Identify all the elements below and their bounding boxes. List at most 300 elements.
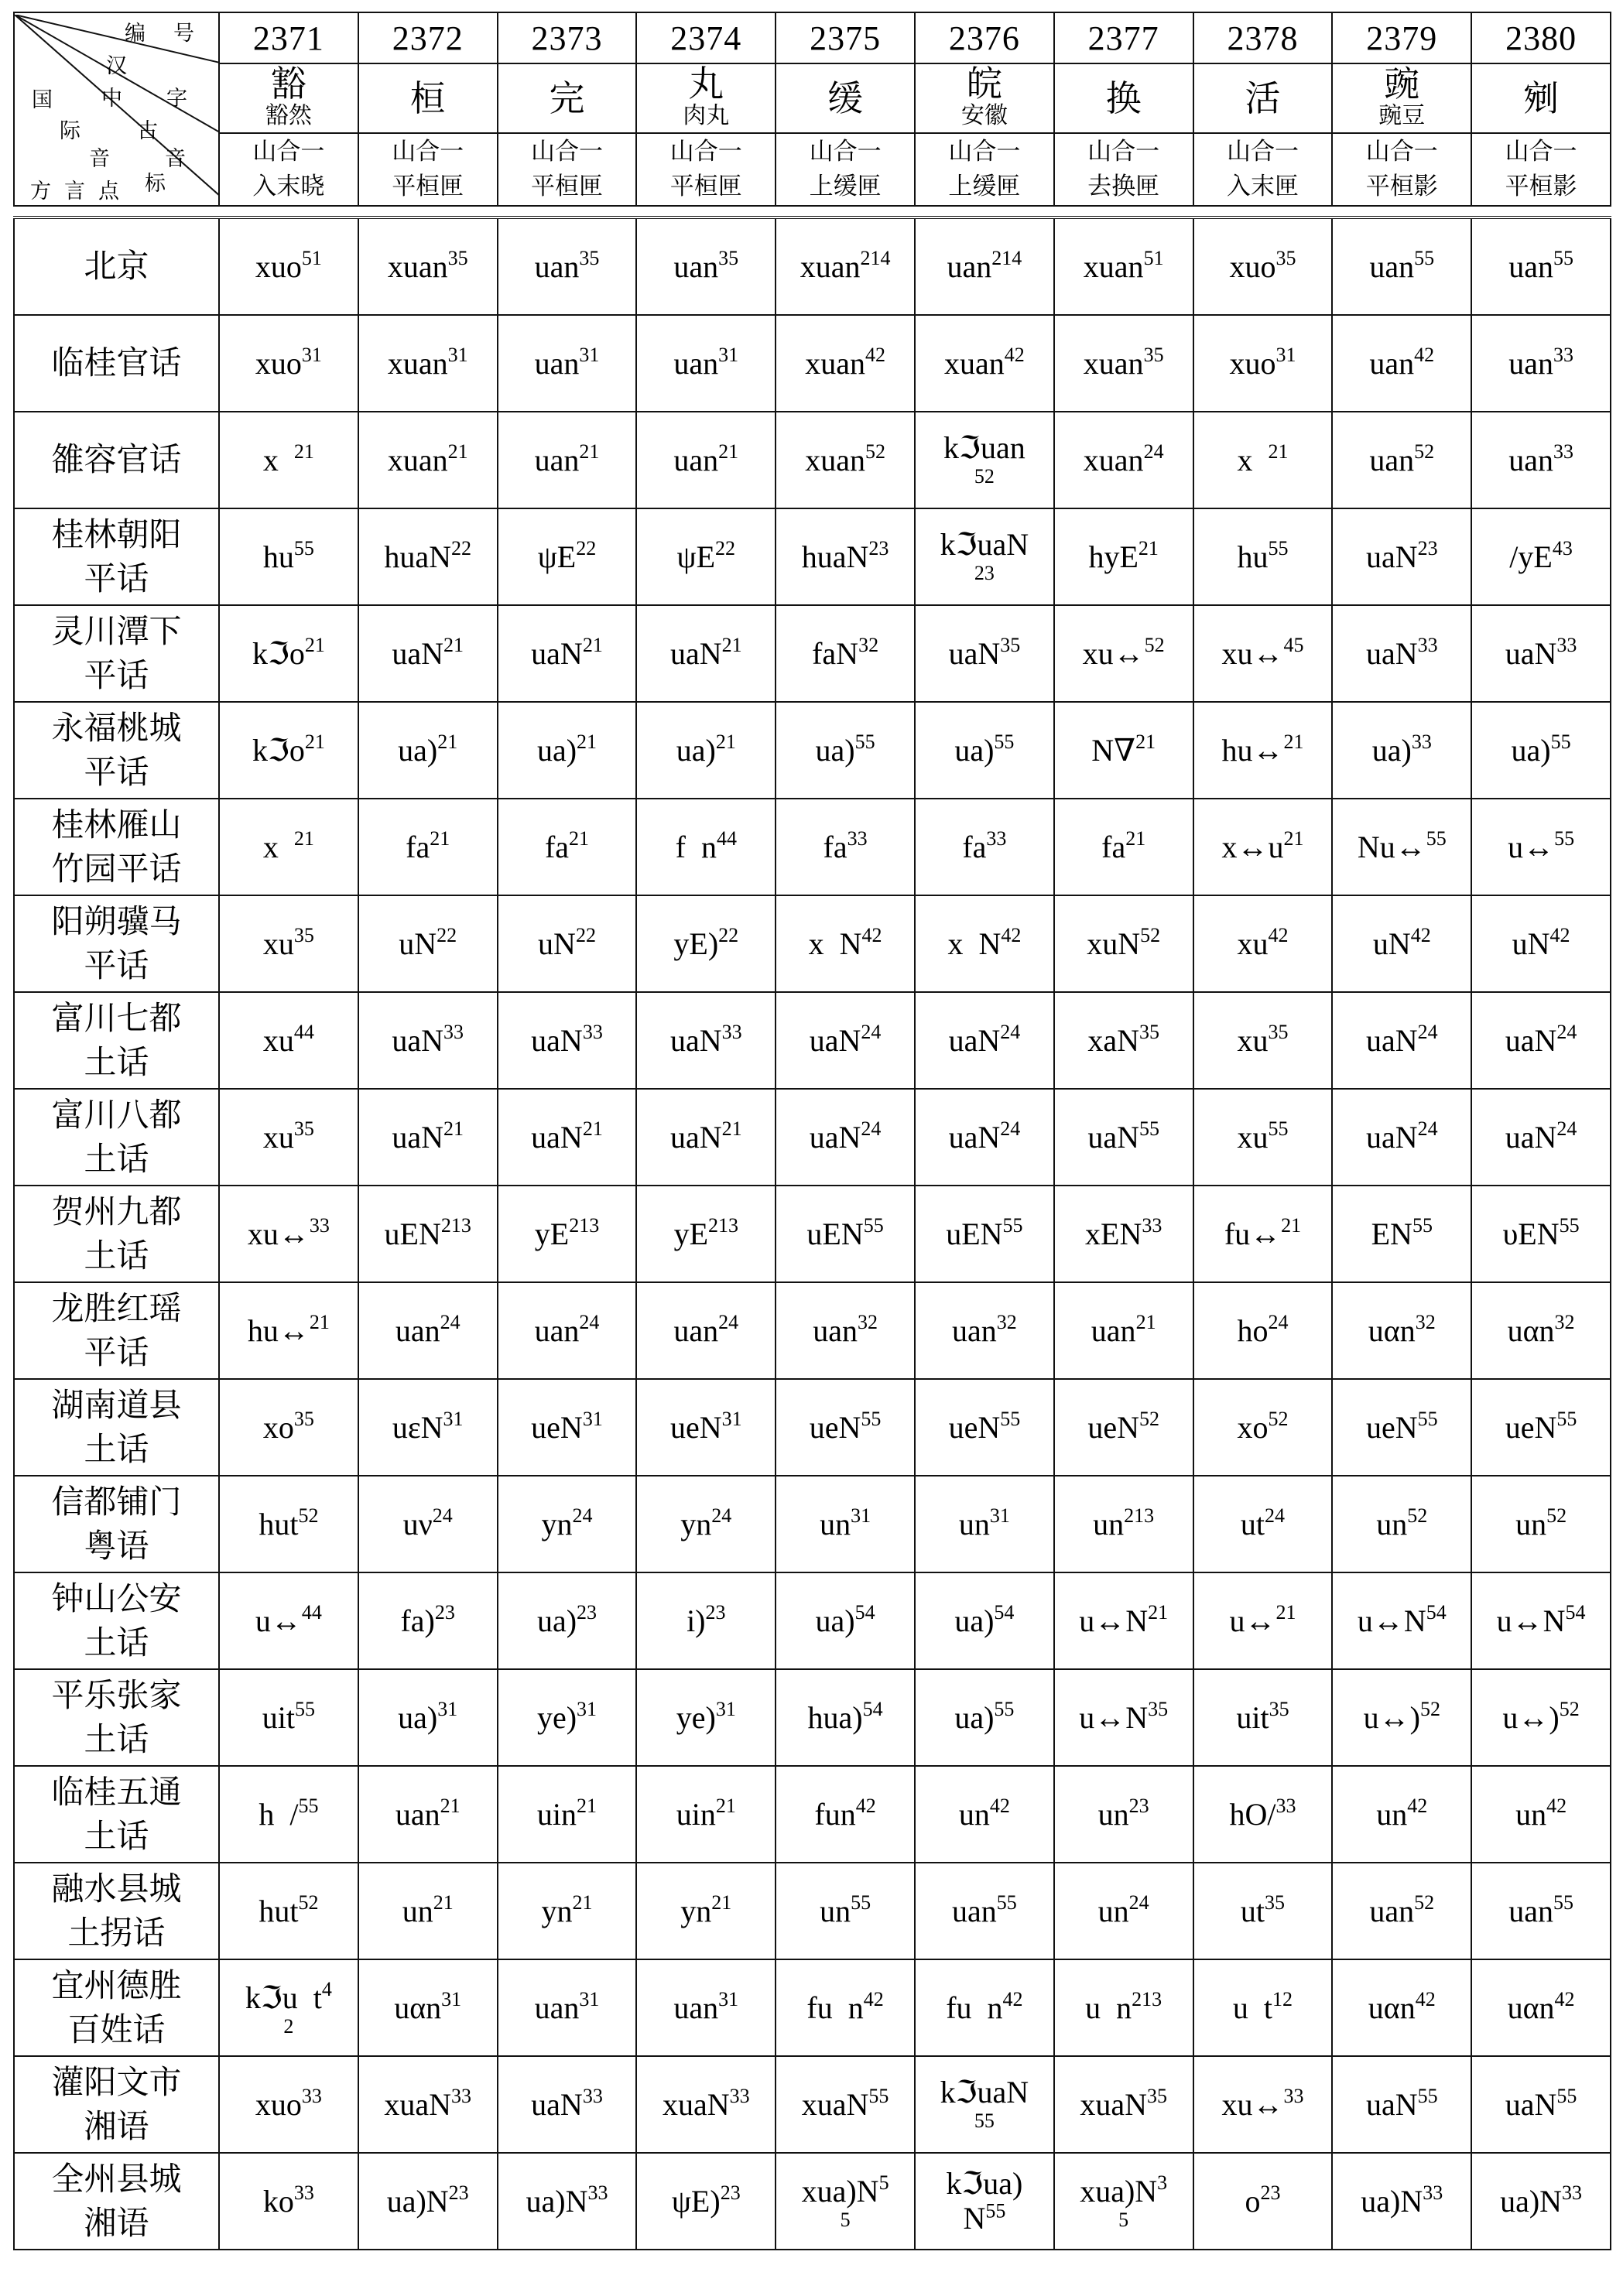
- pronunciation-tone: 35: [1269, 1697, 1289, 1720]
- pronunciation-tone: 21: [715, 1794, 736, 1817]
- corner-label-yin1: 音: [89, 147, 110, 171]
- dialect-row: [14, 799, 1611, 895]
- pronunciation: [680, 1504, 732, 1542]
- pronunciation: [534, 343, 600, 381]
- pronunciation-segment: yE: [673, 1216, 708, 1251]
- pronunciation-segment: uaN: [809, 1022, 861, 1058]
- pronunciation-tone: 45: [1283, 633, 1304, 656]
- corner-label-yin2: 音: [165, 147, 186, 171]
- pronunciation-segment: xuan: [805, 345, 865, 381]
- pronunciation: [392, 1407, 464, 1445]
- pronunciation-segment: N∇: [1091, 732, 1136, 768]
- pronunciation-segment: ua): [398, 1699, 438, 1735]
- pronunciation-segment: uan: [947, 248, 992, 284]
- pronunciation-cell: [358, 1476, 498, 1572]
- pronunciation-tone: 21: [437, 730, 458, 753]
- pronunciation: [534, 1310, 600, 1348]
- pronunciation-segment: yn: [541, 1893, 573, 1928]
- column-example-word: 肉丸: [683, 101, 730, 129]
- column-middle-chinese-cell: [776, 133, 915, 206]
- dialect-place-cell: [14, 1863, 219, 1959]
- pronunciation-tone: 35: [1143, 343, 1164, 366]
- pronunciation-cell: [1193, 508, 1333, 605]
- pronunciation: [676, 1697, 736, 1735]
- pronunciation-cell: [1471, 799, 1611, 895]
- pronunciation-cell: [1332, 1669, 1471, 1766]
- pronunciation-cell: [915, 895, 1054, 992]
- pronunciation-tone: 52: [1419, 1697, 1440, 1720]
- pronunciation-segment: ueN: [531, 1409, 583, 1445]
- dialect-place-name: 临桂五通 土话: [51, 1772, 182, 1855]
- pronunciation-segment: xuo: [255, 345, 302, 381]
- pronunciation: [536, 1600, 597, 1638]
- column-middle-chinese-cell: [915, 133, 1054, 206]
- pronunciation-segment: ua)N: [1500, 2183, 1563, 2219]
- pronunciation-segment: uan: [952, 1893, 997, 1928]
- pronunciation: [1237, 536, 1289, 574]
- pronunciation-cell: [776, 217, 915, 315]
- pronunciation: [262, 1117, 314, 1155]
- pronunciation-cell: [1054, 605, 1193, 702]
- pronunciation-tone: 33: [986, 826, 1007, 850]
- dialect-row: [14, 217, 1611, 315]
- pronunciation: [252, 730, 325, 768]
- pronunciation-segment: xuan: [387, 345, 448, 381]
- pronunciation-cell: [1193, 1863, 1333, 1959]
- pronunciation: [1376, 1794, 1428, 1832]
- pronunciation-cell: [358, 1379, 498, 1476]
- pronunciation-tone: 33: [443, 1020, 464, 1043]
- column-middle-chinese-cell: [1193, 133, 1333, 206]
- pronunciation: [1369, 246, 1435, 284]
- pronunciation-cell: [776, 315, 915, 412]
- pronunciation-segment: un: [1515, 1506, 1547, 1542]
- pronunciation-cell: [915, 605, 1054, 702]
- pronunciation-cell: [498, 702, 637, 799]
- pronunciation-segment: uαn: [394, 1990, 442, 2025]
- pronunciation-cell: [776, 1282, 915, 1379]
- corner-label-bian: 编: [125, 22, 146, 46]
- pronunciation-segment: xuan: [387, 248, 448, 284]
- pronunciation-cell: [1193, 2056, 1333, 2153]
- pronunciation-tone: 33: [1562, 2181, 1583, 2204]
- pronunciation-tone: 21: [569, 826, 590, 850]
- column-middle-chinese-cell: [1054, 133, 1193, 206]
- pronunciation-tone: 33: [587, 2181, 608, 2204]
- pronunciation-tone: 33: [582, 1020, 603, 1043]
- dialect-place-cell: [14, 702, 219, 799]
- pronunciation-segment: uan: [1369, 248, 1415, 284]
- pronunciation-segment: ua): [536, 1603, 577, 1638]
- column-number: 2371: [252, 19, 324, 57]
- dialect-row: [14, 1669, 1611, 1766]
- middle-chinese-category: 山合一: [1505, 138, 1577, 166]
- pronunciation-segment: fa: [962, 829, 987, 864]
- pronunciation-segment: uaN: [1365, 539, 1418, 574]
- pronunciation: [815, 730, 875, 768]
- pronunciation-segment: xu↔: [1082, 635, 1145, 671]
- pronunciation: [1508, 826, 1575, 864]
- pronunciation-segment: x: [262, 829, 294, 864]
- pronunciation: [1363, 1697, 1440, 1735]
- pronunciation-cell: [1193, 217, 1333, 315]
- pronunciation-tone: 21: [1283, 826, 1304, 850]
- pronunciation: [1515, 1504, 1567, 1542]
- pronunciation: [255, 2084, 322, 2122]
- pronunciation-segment: yn: [541, 1506, 573, 1542]
- pronunciation-tone: 33: [582, 2084, 603, 2107]
- pronunciation-tone: 52: [1407, 1504, 1428, 1527]
- pronunciation-segment: ueN: [1365, 1409, 1418, 1445]
- pronunciation-tone: 21: [582, 1117, 603, 1140]
- pronunciation-segment: u↔: [1508, 829, 1555, 864]
- pronunciation: [1083, 343, 1164, 381]
- pronunciation-segment: uαn: [1507, 1990, 1555, 2025]
- dialect-row: [14, 1959, 1611, 2056]
- pronunciation-cell: [219, 799, 358, 895]
- pronunciation: [1237, 440, 1289, 477]
- pronunciation-segment: ua): [954, 1603, 995, 1638]
- pronunciation: [687, 1600, 726, 1638]
- pronunciation-tone: 35: [1139, 1020, 1159, 1043]
- pronunciation-tone: 23: [577, 1600, 597, 1624]
- pronunciation-cell: [1054, 412, 1193, 508]
- pronunciation-cell: [776, 1669, 915, 1766]
- pronunciation: [673, 343, 739, 381]
- pronunciation-cell: [1054, 1669, 1193, 1766]
- column-character: 换: [1105, 77, 1142, 119]
- pronunciation-segment: xu: [1237, 1119, 1269, 1155]
- pronunciation-segment: uN: [399, 926, 437, 961]
- pronunciation-segment: uan: [673, 442, 719, 477]
- pronunciation-tone: 24: [1556, 1117, 1577, 1140]
- pronunciation: [534, 1987, 600, 2025]
- pronunciation-tone: 55: [985, 2199, 1006, 2222]
- pronunciation: [954, 730, 1015, 768]
- pronunciation-cell: [1332, 1959, 1471, 2056]
- pronunciation: [1500, 2181, 1583, 2219]
- pronunciation: [809, 1020, 882, 1058]
- pronunciation-cell: [1471, 315, 1611, 412]
- pronunciation-cell: [915, 1089, 1054, 1186]
- pronunciation-segment: uin: [676, 1796, 716, 1832]
- pronunciation-cell: [498, 1379, 637, 1476]
- pronunciation-tone: 22: [437, 923, 457, 946]
- pronunciation-cell: [1471, 1766, 1611, 1863]
- pronunciation-tone: 55: [1559, 1213, 1580, 1237]
- pronunciation-cell: [1054, 508, 1193, 605]
- pronunciation-tone: 52: [1559, 1697, 1580, 1720]
- pronunciation-cell: [1193, 1186, 1333, 1282]
- pronunciation: [538, 923, 596, 961]
- pronunciation-tone: 21: [1125, 826, 1146, 850]
- pronunciation-tone: 55: [861, 1407, 882, 1430]
- pronunciation-tone: 55: [1556, 1407, 1577, 1430]
- pronunciation-tone-second-line: 2: [283, 2014, 294, 2038]
- pronunciation-tone: 33: [1142, 1213, 1162, 1237]
- pronunciation: [806, 1987, 884, 2025]
- pronunciation-cell: [915, 1379, 1054, 1476]
- pronunciation-tone: 21: [579, 440, 600, 463]
- pronunciation-cell: [498, 1089, 637, 1186]
- pronunciation-tone: 31: [577, 1697, 597, 1720]
- dialect-place-name: 融水县城 土拐话: [51, 1869, 182, 1952]
- pronunciation-segment: ueN: [669, 1409, 722, 1445]
- dialect-place-cell: [14, 2153, 219, 2250]
- pronunciation: [400, 1600, 455, 1638]
- pronunciation-cell: [219, 1476, 358, 1572]
- pronunciation-segment: ueN: [1087, 1409, 1139, 1445]
- pronunciation-tone: 52: [865, 440, 885, 463]
- pronunciation-segment: hu↔: [1221, 732, 1284, 768]
- dialect-place-name: 龙胜红瑶 平话: [51, 1288, 182, 1371]
- pronunciation-tone: 33: [1275, 1794, 1296, 1817]
- pronunciation-segment: uaN: [1505, 2086, 1557, 2122]
- pronunciation-segment: uaN: [392, 635, 444, 671]
- pronunciation-cell: [915, 2056, 1054, 2153]
- pronunciation-segment: hO/: [1229, 1796, 1276, 1832]
- pronunciation-tone: 43: [1552, 536, 1573, 559]
- pronunciation: [262, 440, 314, 477]
- pronunciation-cell: [1054, 1186, 1193, 1282]
- dialect-row: [14, 1766, 1611, 1863]
- pronunciation: [1221, 730, 1304, 768]
- pronunciation-tone: 24: [1000, 1117, 1021, 1140]
- pronunciation-cell: [1471, 1089, 1611, 1186]
- pronunciation-segment: uaN: [1365, 1119, 1418, 1155]
- pronunciation-cell: [1471, 412, 1611, 508]
- pronunciation-cell: [219, 508, 358, 605]
- pronunciation-cell: [358, 702, 498, 799]
- pronunciation-cell: [1332, 1186, 1471, 1282]
- pronunciation-tone: 213: [569, 1213, 600, 1237]
- column-number-cell: [498, 12, 637, 63]
- pronunciation-tone: 24: [861, 1117, 882, 1140]
- pronunciation: [801, 536, 889, 574]
- pronunciation: [536, 1697, 597, 1735]
- pronunciation-tone: 54: [854, 1600, 875, 1624]
- dialect-row: [14, 412, 1611, 508]
- pronunciation-segment: fa: [544, 829, 570, 864]
- pronunciation-segment: hu: [262, 539, 294, 574]
- pronunciation-segment: fu n: [806, 1990, 864, 2025]
- pronunciation: [809, 1117, 882, 1155]
- pronunciation: [958, 1504, 1010, 1542]
- pronunciation: [1085, 1213, 1162, 1251]
- pronunciation-tone: 31: [301, 343, 322, 366]
- dialect-place-name: 北京: [84, 247, 149, 286]
- dialect-place-name: 宜州德胜 百姓话: [51, 1966, 182, 2048]
- pronunciation-cell: [1471, 1476, 1611, 1572]
- pronunciation-tone: 31: [721, 1407, 742, 1430]
- pronunciation-cell: [1471, 508, 1611, 605]
- pronunciation-segment: un: [402, 1893, 433, 1928]
- pronunciation-cell: [1193, 895, 1333, 992]
- pronunciation-cell: [358, 895, 498, 992]
- pronunciation-cell: [1193, 1476, 1333, 1572]
- pronunciation-tone: 54: [1426, 1600, 1447, 1624]
- pronunciation-tone: 213: [1124, 1504, 1155, 1527]
- column-character: 桓: [409, 77, 446, 119]
- pronunciation: [536, 1794, 597, 1832]
- pronunciation-cell: [915, 315, 1054, 412]
- pronunciation-tone: 5: [878, 2171, 889, 2194]
- pronunciation: [806, 1213, 884, 1251]
- pronunciation-cell: [498, 895, 637, 992]
- pronunciation: [252, 633, 325, 671]
- dialect-row: [14, 2153, 1611, 2250]
- pronunciation: [531, 633, 603, 671]
- pronunciation-tone: 54: [994, 1600, 1015, 1624]
- pronunciation-tone: 21: [304, 633, 325, 656]
- pronunciation-cell: [1471, 895, 1611, 992]
- pronunciation-tone: 52: [298, 1891, 319, 1914]
- pronunciation-segment: uN: [1512, 926, 1550, 961]
- pronunciation-tone: 52: [1144, 633, 1165, 656]
- separator-cell: [636, 206, 776, 217]
- column-number-cell: [1332, 12, 1471, 63]
- middle-chinese-initial: 上缓匣: [948, 173, 1021, 200]
- pronunciation-cell: [498, 412, 637, 508]
- pronunciation-segment: EN: [1371, 1216, 1412, 1251]
- pronunciation-cell: [498, 315, 637, 412]
- pronunciation-tone: 31: [443, 1407, 464, 1430]
- column-number-cell: [915, 12, 1054, 63]
- pronunciation-segment: uit: [1236, 1699, 1269, 1735]
- pronunciation: [1508, 1891, 1573, 1928]
- pronunciation-tone: 24: [1265, 1504, 1286, 1527]
- pronunciation: [262, 1407, 314, 1445]
- pronunciation-cell: [219, 412, 358, 508]
- pronunciation-tone: 33: [1553, 343, 1573, 366]
- corner-label-gu: 古: [137, 119, 158, 143]
- pronunciation-segment: xuaN: [801, 2086, 869, 2122]
- pronunciation-tone: 55: [1426, 826, 1447, 850]
- pronunciation-tone: 24: [1128, 1891, 1149, 1914]
- pronunciation-segment: uεN: [392, 1409, 443, 1445]
- pronunciation-cell: [636, 605, 776, 702]
- pronunciation-tone: 31: [718, 1987, 739, 2010]
- dialect-place-cell: [14, 992, 219, 1089]
- pronunciation-segment: u↔): [1502, 1699, 1560, 1735]
- column-number-cell: [1193, 12, 1333, 63]
- pronunciation-tone: 31: [715, 1697, 736, 1720]
- pronunciation-segment: uaN: [531, 1022, 583, 1058]
- dialect-row: [14, 895, 1611, 992]
- pronunciation: [394, 1987, 462, 2025]
- column-number: 2372: [392, 19, 464, 57]
- pronunciation-cell: [1054, 1282, 1193, 1379]
- pronunciation-cell: [915, 508, 1054, 605]
- pronunciation: [800, 246, 891, 284]
- pronunciation-segment: xuo: [1229, 248, 1276, 284]
- corner-label-zi: 字: [166, 87, 187, 111]
- pronunciation-cell: [219, 1282, 358, 1379]
- pronunciation: [247, 1213, 330, 1251]
- pronunciation-cell: [636, 2056, 776, 2153]
- pronunciation: [673, 1310, 739, 1348]
- pronunciation-cell: [915, 1186, 1054, 1282]
- dialect-row: [14, 2056, 1611, 2153]
- pronunciation-cell: [358, 1186, 498, 1282]
- pronunciation-tone: 22: [575, 923, 596, 946]
- pronunciation-segment: xuan: [387, 442, 448, 477]
- pronunciation-cell: [219, 1959, 358, 2056]
- pronunciation-segment: u↔N: [1496, 1603, 1566, 1638]
- pronunciation-segment: fa: [406, 829, 430, 864]
- pronunciation-segment: uaN: [531, 635, 583, 671]
- pronunciation: [1088, 536, 1159, 574]
- pronunciation-tone: 23: [974, 561, 995, 584]
- pronunciation: [1372, 923, 1431, 961]
- pronunciation-segment: u↔: [255, 1603, 302, 1638]
- pronunciation-cell: [1054, 799, 1193, 895]
- pronunciation-segment: un: [1093, 1506, 1125, 1542]
- pronunciation: [1357, 826, 1447, 864]
- middle-chinese-category: 山合一: [809, 138, 882, 166]
- pronunciation: [1087, 923, 1161, 961]
- pronunciation: [944, 343, 1025, 381]
- pronunciation: [948, 1117, 1021, 1155]
- pronunciation-segment: xuan: [1083, 248, 1144, 284]
- dialect-place-name: 平乐张家 土话: [51, 1675, 182, 1758]
- pronunciation-tone: 42: [1546, 1794, 1567, 1817]
- pronunciation: [673, 923, 739, 961]
- pronunciation-segment: hu: [1237, 539, 1269, 574]
- pronunciation-segment: hu↔: [247, 1312, 310, 1348]
- pronunciation-cell: [636, 315, 776, 412]
- pronunciation: [1087, 1117, 1159, 1155]
- pronunciation-cell: [498, 1863, 637, 1959]
- pronunciation-segment: un: [958, 1796, 990, 1832]
- pronunciation-cell: [1471, 605, 1611, 702]
- pronunciation-segment: ua): [398, 732, 438, 768]
- pronunciation-cell: [219, 2056, 358, 2153]
- pronunciation-tone: 55: [1414, 246, 1435, 269]
- dialect-place-name: 阳朔骥马 平话: [51, 902, 182, 984]
- pronunciation: [1507, 1987, 1575, 2025]
- column-character-cell: [358, 63, 498, 133]
- pronunciation-segment: xuan: [1083, 345, 1144, 381]
- pronunciation-cell: [915, 992, 1054, 1089]
- pronunciation-tone: 42: [1001, 923, 1022, 946]
- dialect-place-cell: [14, 1282, 219, 1379]
- pronunciation-segment: uan: [813, 1312, 858, 1348]
- dialect-place-cell: [14, 1959, 219, 2056]
- pronunciation-tone: 33: [1411, 730, 1432, 753]
- pronunciation-cell: [498, 992, 637, 1089]
- pronunciation-tone: 21: [443, 1117, 464, 1140]
- pronunciation: [541, 1504, 593, 1542]
- pronunciation-tone: 35: [1000, 633, 1021, 656]
- pronunciation-tone: 42: [1554, 1987, 1575, 2010]
- dialect-place-name: 桂林朝阳 平话: [51, 515, 182, 597]
- pronunciation-segment: u n: [1085, 1990, 1132, 2025]
- pronunciation-tone: 35: [579, 246, 600, 269]
- dialect-place-cell: [14, 1379, 219, 1476]
- pronunciation-cell: [498, 508, 637, 605]
- pronunciation-segment: ψE): [671, 2183, 721, 2219]
- pronunciation: [384, 1213, 471, 1251]
- pronunciation: [262, 923, 314, 961]
- pronunciation-tone: 24: [861, 1020, 882, 1043]
- pronunciation: [1237, 1020, 1289, 1058]
- pronunciation-cell: [915, 1476, 1054, 1572]
- pronunciation: [1357, 1600, 1447, 1638]
- pronunciation: [386, 2181, 469, 2219]
- pronunciation-tone: 21: [721, 1117, 742, 1140]
- pronunciation-segment: uan: [534, 345, 580, 381]
